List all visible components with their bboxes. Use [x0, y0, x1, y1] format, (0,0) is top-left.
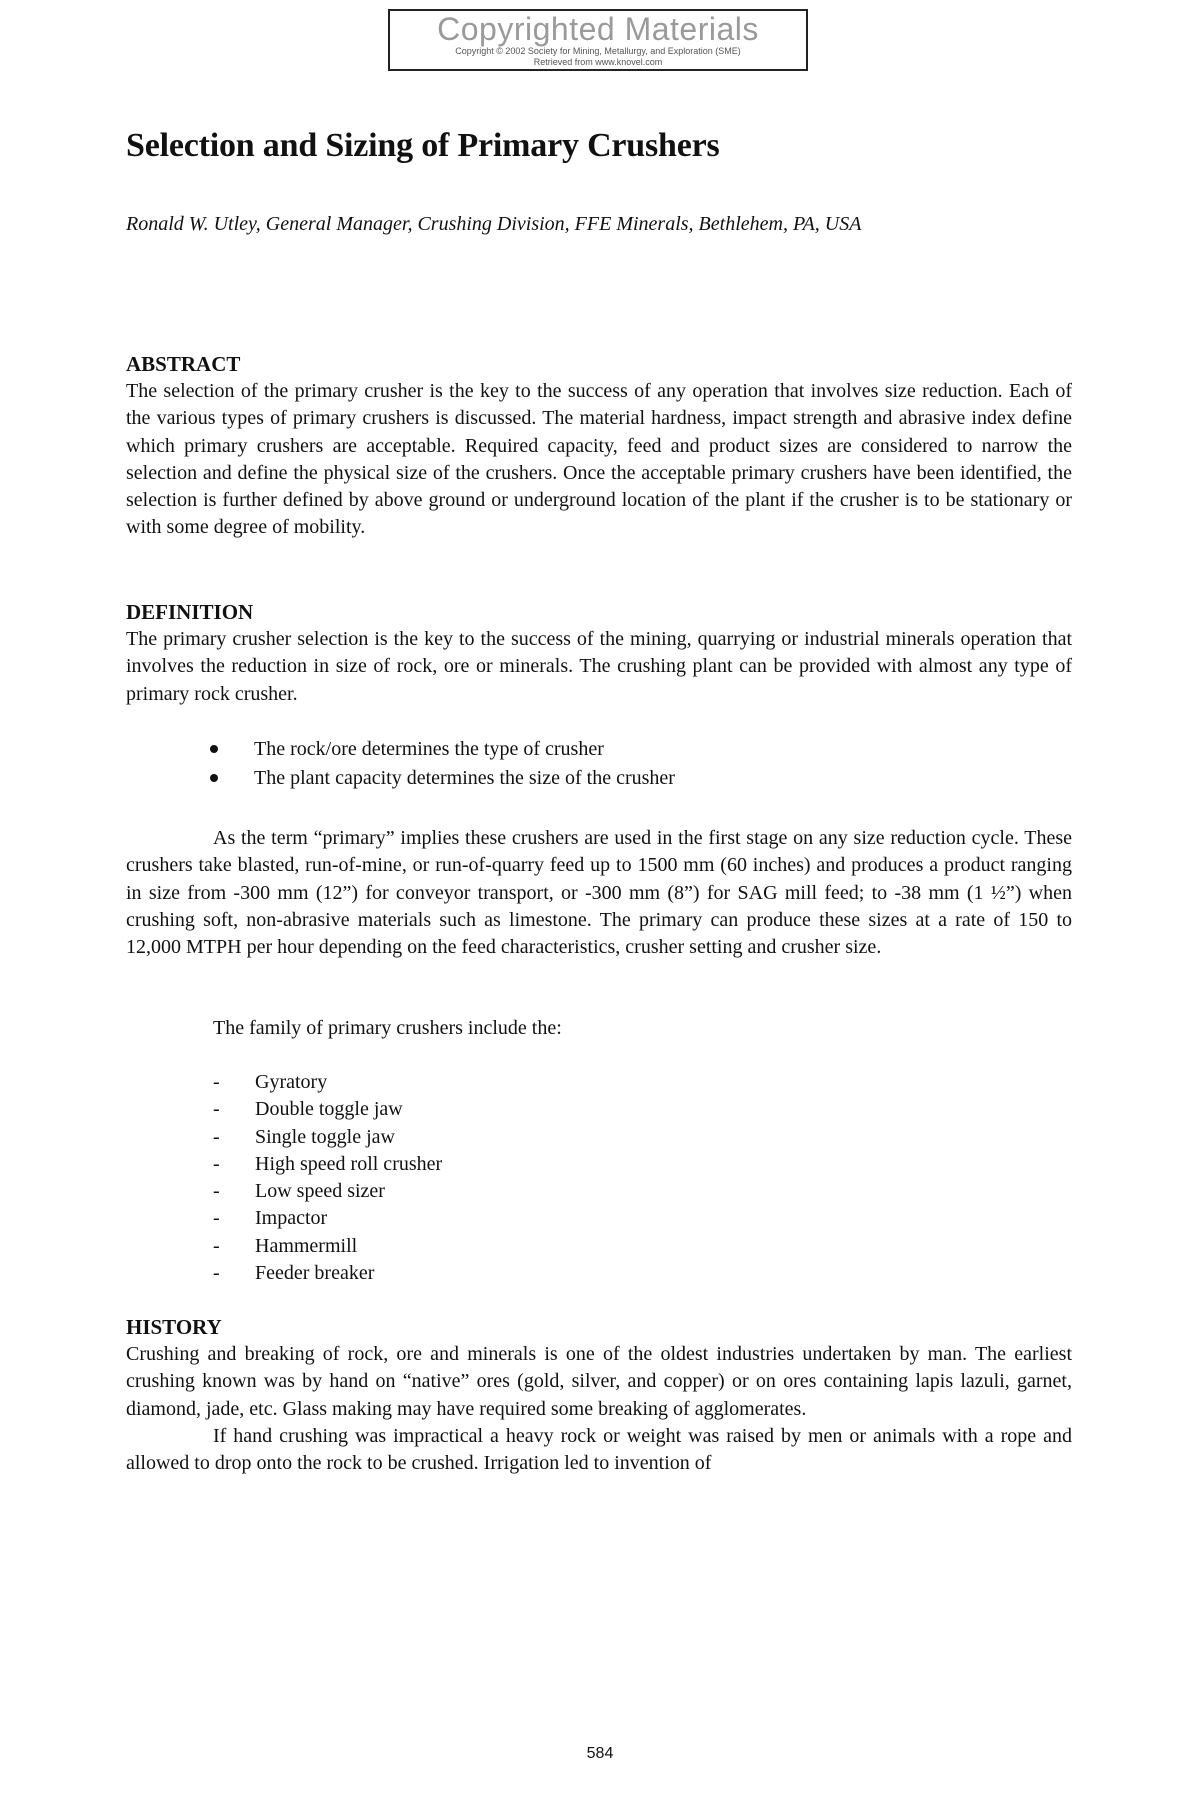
- list-item-text: Double toggle jaw: [255, 1098, 403, 1121]
- dash-marker: -: [213, 1180, 220, 1203]
- dash-marker: -: [213, 1234, 220, 1257]
- list-item-text: Gyratory: [255, 1071, 328, 1093]
- list-item-text: Hammermill: [255, 1234, 358, 1257]
- definition-bullet-list: [210, 735, 675, 793]
- copyright-stamp: [388, 9, 808, 71]
- page-title: Selection and Sizing of Primary Crushers: [126, 127, 720, 164]
- history-section: [126, 1314, 1072, 1477]
- bullet-icon: [210, 745, 218, 753]
- dash-marker: -: [213, 1207, 220, 1230]
- abstract-text: The selection of the primary crusher is the key to the success of any operation that involves size reduction. Each of the various types of primary crushers is discussed. The material hardness, impact strength and abrasive index define which primary crushers are acceptable. Required capacity, feed and product sizes are considered to narrow the selection and define the physical size of the crushers. Once the acceptable primary crushers have been identified, the selection is further defined by above ground or underground location of the plant if the crusher is to be stationary or with some degree of mobility.: [126, 380, 1072, 539]
- list-item: [213, 1233, 442, 1260]
- list-item-text: Impactor: [255, 1207, 328, 1230]
- dash-marker: -: [213, 1262, 220, 1285]
- list-item: [213, 1096, 442, 1123]
- history-heading: HISTORY: [126, 1315, 222, 1339]
- dash-marker: -: [213, 1125, 220, 1148]
- bullet-icon: [210, 774, 218, 782]
- list-item: [210, 735, 675, 764]
- copyright-title: Copyrighted Materials: [437, 11, 759, 47]
- definition-section: [126, 599, 1072, 708]
- crusher-family-list: [213, 1069, 442, 1287]
- abstract-section: [126, 351, 1072, 542]
- copyright-source: Retrieved from www.knovel.com: [533, 57, 663, 67]
- page-number: 584: [586, 1745, 614, 1762]
- definition-heading: DEFINITION: [126, 600, 254, 624]
- list-item-text: High speed roll crusher: [255, 1152, 443, 1175]
- list-item: [213, 1124, 442, 1151]
- list-item-text: Low speed sizer: [255, 1180, 385, 1203]
- history-paragraph-2: If hand crushing was impractical a heavy rock or weight was raised by men or animals with a rope and allowed to drop onto the rock to be crushed. Irrigation led to invention of: [126, 1424, 1072, 1475]
- dash-marker: -: [213, 1098, 220, 1121]
- copyright-notice: Copyright © 2002 Society for Mining, Metallurgy, and Exploration (SME): [455, 46, 741, 56]
- dash-marker: -: [213, 1071, 220, 1093]
- primary-section: [126, 825, 1072, 961]
- family-intro: The family of primary crushers include the:: [213, 1017, 562, 1039]
- list-item: [210, 764, 675, 793]
- list-item-text: Feeder breaker: [255, 1262, 375, 1285]
- dash-marker: -: [213, 1152, 220, 1175]
- bullet-text: The plant capacity determines the size of the crusher: [254, 767, 675, 789]
- list-item-text: Single toggle jaw: [255, 1125, 395, 1148]
- bullet-text: The rock/ore determines the type of crusher: [254, 738, 604, 760]
- abstract-heading: ABSTRACT: [126, 352, 241, 376]
- list-item: [213, 1151, 442, 1178]
- author-line: Ronald W. Utley, General Manager, Crushing Division, FFE Minerals, Bethlehem, PA, USA: [126, 213, 862, 235]
- definition-text: The primary crusher selection is the key to the success of the mining, quarrying or industrial minerals operation that involves the reduction in size of rock, ore or minerals. The crushing plant can be provided with almost any type of primary rock crusher.: [126, 628, 1072, 705]
- list-item: [213, 1205, 442, 1232]
- history-paragraph-1: Crushing and breaking of rock, ore and minerals is one of the oldest industries undertaken by man. The earliest crushing known was by hand on “native” ores (gold, silver, and copper) or on ores containing lapis lazuli, garnet, diamond, jade, etc. Glass making may have required some breaking of agglomerates.: [126, 1343, 1072, 1420]
- primary-paragraph: As the term “primary” implies these crushers are used in the first stage on any size reduction cycle. These crushers take blasted, run-of-mine, or run-of-quarry feed up to 1500 mm (60 inches) and produces a product ranging in size from -300 mm (12”) for conveyor transport, or -300 mm (8”) for SAG mill feed; to -38 mm (1 ½”) when crushing soft, non-abrasive materials such as limestone. The primary can produce these sizes at a rate of 150 to 12,000 MTPH per hour depending on the feed characteristics, crusher setting and crusher size.: [126, 827, 1072, 959]
- list-item: [213, 1069, 442, 1096]
- list-item: [213, 1178, 442, 1205]
- list-item: [213, 1260, 442, 1287]
